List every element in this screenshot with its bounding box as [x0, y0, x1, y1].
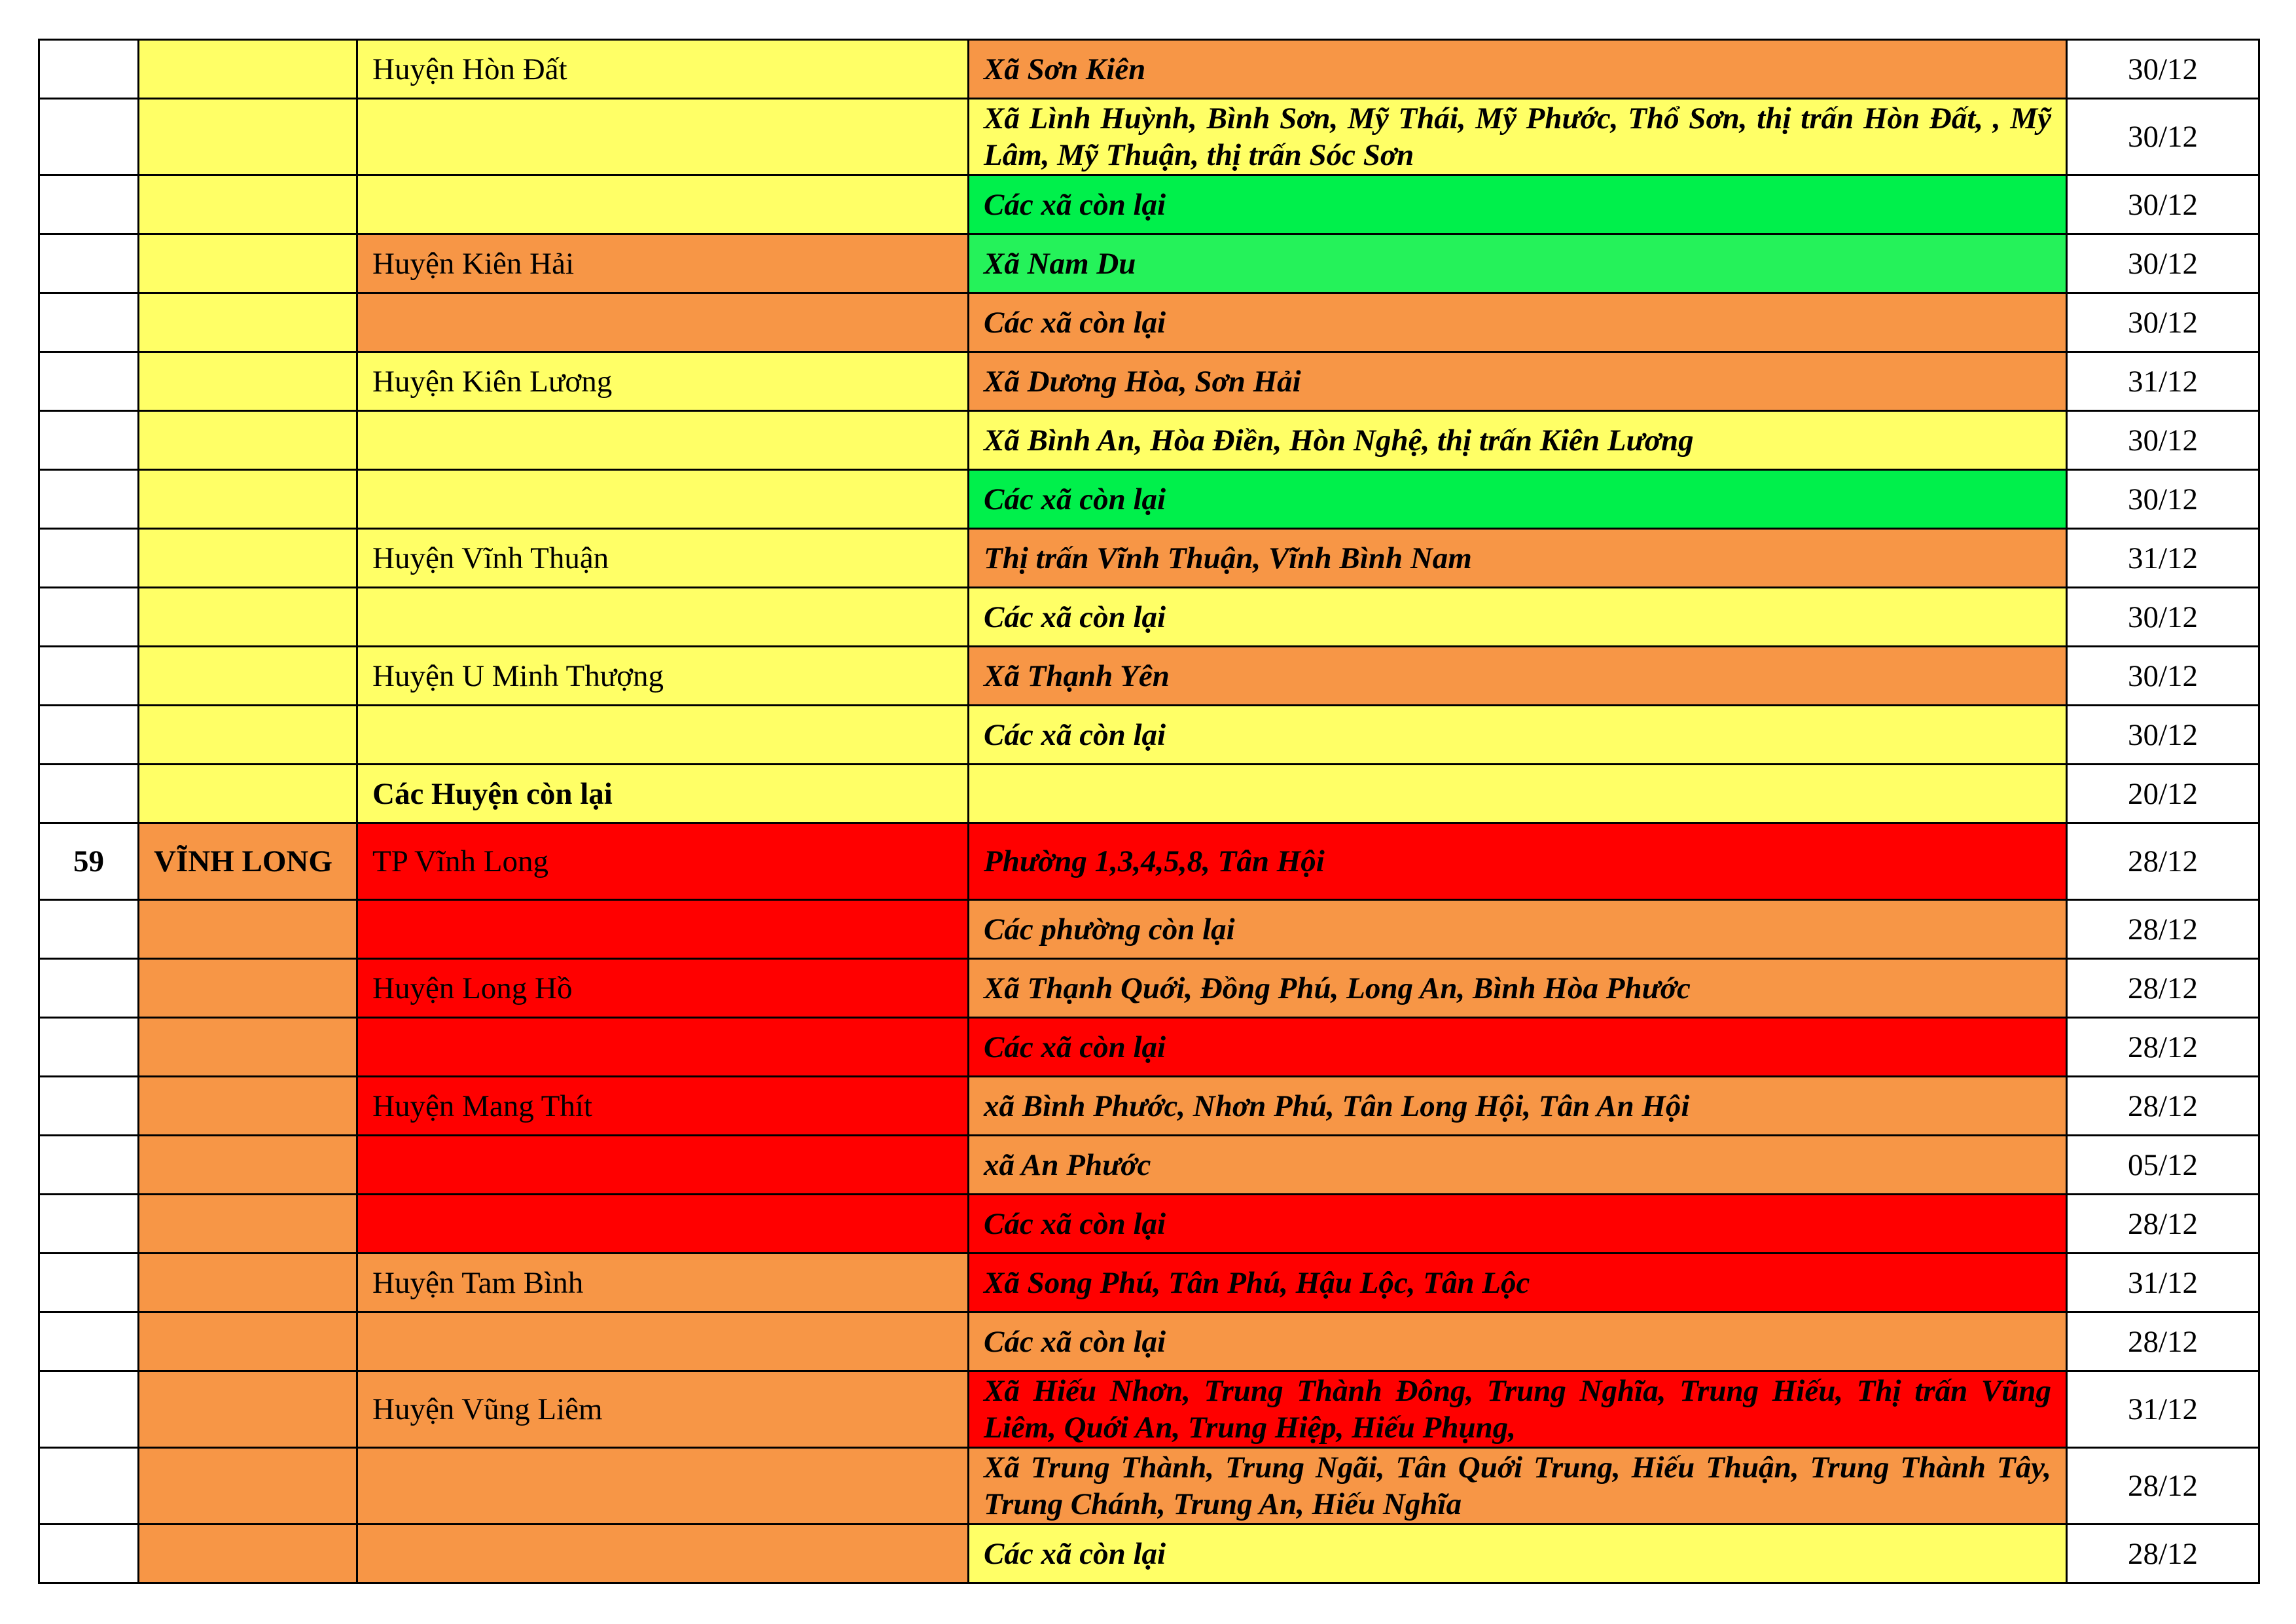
ward-cell: Các xã còn lại: [969, 1195, 2067, 1254]
table-row: [39, 175, 2259, 234]
ward-cell: Xã Sơn Kiên: [969, 40, 2067, 99]
date-cell: 28/12: [2067, 900, 2259, 959]
table-row: [39, 40, 2259, 99]
ward-cell: Xã Bình An, Hòa Điền, Hòn Nghệ, thị trấn Kiên Lương: [969, 411, 2067, 470]
province-cell: [139, 647, 357, 706]
table-row: [39, 765, 2259, 823]
stt-cell: [39, 1077, 139, 1136]
province-cell: [139, 588, 357, 647]
province-cell: [139, 1525, 357, 1583]
date-cell: 30/12: [2067, 99, 2259, 175]
table-row: [39, 1312, 2259, 1371]
date-cell: 28/12: [2067, 1018, 2259, 1077]
date-cell: 30/12: [2067, 293, 2259, 352]
ward-cell: Các xã còn lại: [969, 706, 2067, 765]
ward-cell: Xã Hiếu Nhơn, Trung Thành Đông, Trung Nghĩa, Trung Hiếu, Thị trấn Vũng Liêm, Quới An, Trung Hiệp, Hiếu Phụng,: [969, 1371, 2067, 1448]
table-row: [39, 411, 2259, 470]
table-row: [39, 1018, 2259, 1077]
ward-cell: Các xã còn lại: [969, 470, 2067, 529]
date-cell: 28/12: [2067, 1195, 2259, 1254]
table-row: [39, 823, 2259, 900]
table-row: [39, 234, 2259, 293]
district-cell: Huyện Mang Thít: [357, 1077, 969, 1136]
date-cell: 20/12: [2067, 765, 2259, 823]
stt-cell: [39, 1312, 139, 1371]
district-cell: Huyện Tam Bình: [357, 1254, 969, 1312]
stt-cell: [39, 765, 139, 823]
date-cell: 28/12: [2067, 1077, 2259, 1136]
province-cell: [139, 765, 357, 823]
stt-cell: [39, 1195, 139, 1254]
district-cell: Huyện Vũng Liêm: [357, 1371, 969, 1448]
date-cell: 31/12: [2067, 1371, 2259, 1448]
province-cell: [139, 352, 357, 411]
stt-cell: [39, 1448, 139, 1525]
ward-cell: Xã Lình Huỳnh, Bình Sơn, Mỹ Thái, Mỹ Phước, Thổ Sơn, thị trấn Hòn Đất, , Mỹ Lâm, Mỹ Thuận, thị trấn Sóc Sơn: [969, 99, 2067, 175]
district-cell: [357, 588, 969, 647]
table-body: [39, 40, 2259, 1583]
ward-cell: Xã Song Phú, Tân Phú, Hậu Lộc, Tân Lộc: [969, 1254, 2067, 1312]
date-cell: 30/12: [2067, 40, 2259, 99]
district-cell: [357, 706, 969, 765]
province-cell: [139, 1448, 357, 1525]
ward-cell: Các xã còn lại: [969, 293, 2067, 352]
province-cell: [139, 99, 357, 175]
stt-cell: [39, 1254, 139, 1312]
ward-cell: Các xã còn lại: [969, 588, 2067, 647]
stt-cell: [39, 1136, 139, 1195]
stt-cell: [39, 1371, 139, 1448]
stt-cell: [39, 1018, 139, 1077]
date-cell: 31/12: [2067, 1254, 2259, 1312]
stt-cell: [39, 352, 139, 411]
stt-cell: [39, 959, 139, 1018]
table-row: [39, 1195, 2259, 1254]
province-cell: [139, 411, 357, 470]
ward-cell: Xã Trung Thành, Trung Ngãi, Tân Quới Trung, Hiếu Thuận, Trung Thành Tây, Trung Chánh, Trung An, Hiếu Nghĩa: [969, 1448, 2067, 1525]
district-cell: [357, 470, 969, 529]
ward-cell: Các xã còn lại: [969, 1018, 2067, 1077]
stt-cell: [39, 40, 139, 99]
stt-cell: [39, 1525, 139, 1583]
province-cell: [139, 470, 357, 529]
table-row: [39, 293, 2259, 352]
date-cell: 30/12: [2067, 706, 2259, 765]
date-cell: 30/12: [2067, 411, 2259, 470]
stt-cell: [39, 900, 139, 959]
district-cell: [357, 411, 969, 470]
stt-cell: [39, 175, 139, 234]
table-row: [39, 529, 2259, 588]
ward-cell: Các xã còn lại: [969, 175, 2067, 234]
stt-cell: [39, 588, 139, 647]
district-cell: Huyện Hòn Đất: [357, 40, 969, 99]
table-row: [39, 1254, 2259, 1312]
district-cell: [357, 99, 969, 175]
date-cell: 30/12: [2067, 647, 2259, 706]
ward-cell: [969, 765, 2067, 823]
district-cell: [357, 175, 969, 234]
date-cell: 28/12: [2067, 959, 2259, 1018]
schedule-table: [38, 39, 2260, 1584]
date-cell: 28/12: [2067, 1525, 2259, 1583]
date-cell: 31/12: [2067, 529, 2259, 588]
district-cell: Các Huyện còn lại: [357, 765, 969, 823]
province-cell: [139, 1077, 357, 1136]
date-cell: 30/12: [2067, 470, 2259, 529]
district-cell: Huyện Vĩnh Thuận: [357, 529, 969, 588]
province-cell: [139, 234, 357, 293]
table-row: [39, 1136, 2259, 1195]
province-cell: [139, 529, 357, 588]
ward-cell: Xã Nam Du: [969, 234, 2067, 293]
table-row: [39, 470, 2259, 529]
province-cell: [139, 1018, 357, 1077]
date-cell: 31/12: [2067, 352, 2259, 411]
stt-cell: [39, 647, 139, 706]
province-cell: [139, 900, 357, 959]
table-row: [39, 1371, 2259, 1448]
ward-cell: xã An Phước: [969, 1136, 2067, 1195]
district-cell: Huyện Kiên Lương: [357, 352, 969, 411]
province-cell: [139, 1136, 357, 1195]
table-row: [39, 99, 2259, 175]
province-cell: [139, 1195, 357, 1254]
district-cell: [357, 1312, 969, 1371]
province-cell: VĨNH LONG: [139, 823, 357, 900]
district-cell: [357, 1018, 969, 1077]
district-cell: [357, 1195, 969, 1254]
stt-cell: 59: [39, 823, 139, 900]
stt-cell: [39, 234, 139, 293]
ward-cell: xã Bình Phước, Nhơn Phú, Tân Long Hội, Tân An Hội: [969, 1077, 2067, 1136]
district-cell: Huyện U Minh Thượng: [357, 647, 969, 706]
district-cell: [357, 293, 969, 352]
district-cell: Huyện Kiên Hải: [357, 234, 969, 293]
table-row: [39, 1077, 2259, 1136]
stt-cell: [39, 470, 139, 529]
district-cell: [357, 1136, 969, 1195]
stt-cell: [39, 529, 139, 588]
district-cell: Huyện Long Hồ: [357, 959, 969, 1018]
ward-cell: Xã Thạnh Quới, Đồng Phú, Long An, Bình Hòa Phước: [969, 959, 2067, 1018]
ward-cell: Các xã còn lại: [969, 1525, 2067, 1583]
table-row: [39, 647, 2259, 706]
ward-cell: Thị trấn Vĩnh Thuận, Vĩnh Bình Nam: [969, 529, 2067, 588]
ward-cell: Xã Thạnh Yên: [969, 647, 2067, 706]
date-cell: 05/12: [2067, 1136, 2259, 1195]
province-cell: [139, 959, 357, 1018]
ward-cell: Xã Dương Hòa, Sơn Hải: [969, 352, 2067, 411]
stt-cell: [39, 293, 139, 352]
district-cell: [357, 1448, 969, 1525]
district-cell: [357, 900, 969, 959]
province-cell: [139, 1254, 357, 1312]
table-row: [39, 352, 2259, 411]
stt-cell: [39, 706, 139, 765]
table-row: [39, 1448, 2259, 1525]
table-row: [39, 706, 2259, 765]
province-cell: [139, 1371, 357, 1448]
ward-cell: Các xã còn lại: [969, 1312, 2067, 1371]
date-cell: 28/12: [2067, 1312, 2259, 1371]
province-cell: [139, 1312, 357, 1371]
ward-cell: Phường 1,3,4,5,8, Tân Hội: [969, 823, 2067, 900]
table-row: [39, 588, 2259, 647]
province-cell: [139, 175, 357, 234]
stt-cell: [39, 411, 139, 470]
stt-cell: [39, 99, 139, 175]
ward-cell: Các phường còn lại: [969, 900, 2067, 959]
date-cell: 30/12: [2067, 175, 2259, 234]
date-cell: 30/12: [2067, 234, 2259, 293]
table-row: [39, 900, 2259, 959]
table-row: [39, 1525, 2259, 1583]
table-row: [39, 959, 2259, 1018]
province-cell: [139, 40, 357, 99]
province-cell: [139, 293, 357, 352]
date-cell: 30/12: [2067, 588, 2259, 647]
date-cell: 28/12: [2067, 1448, 2259, 1525]
province-cell: [139, 706, 357, 765]
date-cell: 28/12: [2067, 823, 2259, 900]
district-cell: TP Vĩnh Long: [357, 823, 969, 900]
district-cell: [357, 1525, 969, 1583]
